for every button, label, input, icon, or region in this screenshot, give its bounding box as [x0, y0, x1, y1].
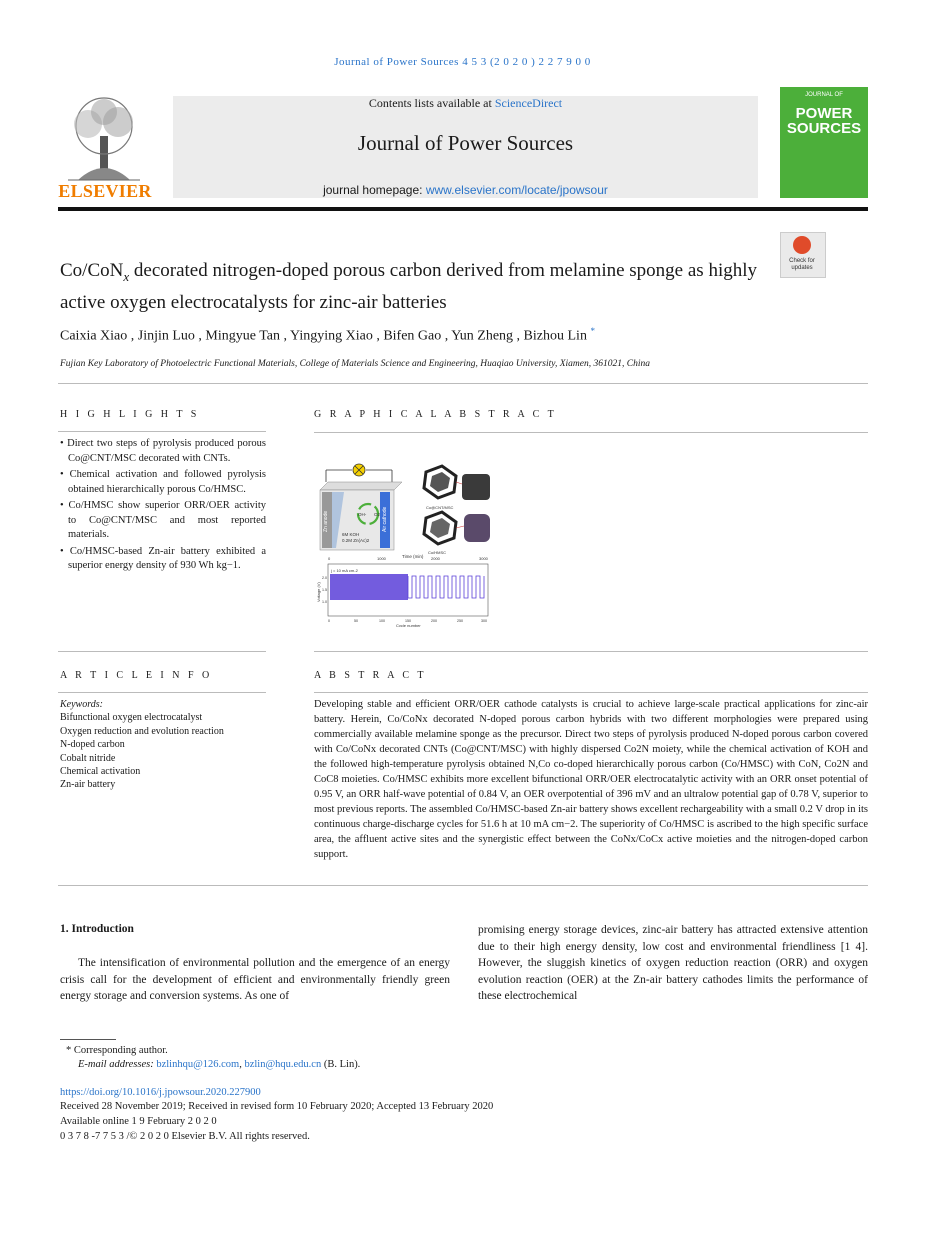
- check-updates-label: [780, 258, 824, 272]
- title-subscript: x: [123, 268, 130, 284]
- email-link[interactable]: bzlin@hqu.edu.cn: [244, 1059, 322, 1070]
- cycle-tick: 200: [431, 619, 437, 623]
- abstract-heading: A B S T R A C T: [314, 670, 427, 681]
- keyword-item: Bifunctional oxygen electrocatalyst: [60, 712, 203, 724]
- cycle-tick: 100: [379, 619, 385, 623]
- footnote-rule: [60, 1039, 116, 1040]
- cycle-tick: 0: [328, 619, 330, 623]
- highlight-item: • Co/HMSC show superior ORR/OER activity to Co@CNT/MSC and most reported materials.: [60, 500, 266, 540]
- cycle-tick: 150: [405, 619, 411, 623]
- highlight-item: • Co/HMSC-based Zn-air battery exhibited a superior energy density of 930 Wh kg−1.: [60, 545, 266, 571]
- publisher-logo-text: ELSEVIER: [58, 181, 152, 201]
- copyright: 0 3 7 8 -7 7 5 3 /© 2 0 2 0 Elsevier B.V. All rights reserved.: [60, 1131, 310, 1142]
- keyword-item: Cobalt nitride: [60, 752, 116, 764]
- email-suffix: (B. Lin).: [321, 1059, 361, 1070]
- homepage-link[interactable]: www.elsevier.com/locate/jpowsour: [425, 183, 608, 197]
- co-cnt-label: Co@CNT/MSC: [426, 505, 454, 510]
- abstract-rule: [314, 692, 868, 693]
- graphical-abstract-rule: [314, 432, 868, 433]
- highlights-heading: H I G H L I G H T S: [60, 409, 200, 420]
- voltage-tick: 1.0: [322, 600, 327, 604]
- affiliation: Fujian Key Laboratory of Photoelectric Functional Materials, College of Materials Science and Engineering, Huaqiao University, Xiamen, 361021, China: [60, 359, 650, 369]
- paper-title: [60, 258, 780, 316]
- cycle-tick: 300: [481, 619, 487, 623]
- article-info-heading: A R T I C L E I N F O: [60, 670, 213, 681]
- cover-title-line2: SOURCES: [786, 120, 862, 137]
- homepage-prefix: journal homepage:: [323, 183, 426, 197]
- footnote-corresponding: * Corresponding author.: [66, 1045, 168, 1056]
- voltage-axis-label: Voltage (V): [316, 582, 321, 602]
- keywords-label: Keywords:: [60, 699, 103, 710]
- available-online: Available online 1 9 February 2 0 2 0: [60, 1116, 217, 1127]
- divider-bottom: [58, 885, 868, 886]
- time-tick: 2000: [431, 556, 440, 561]
- contents-prefix: Contents lists available at: [368, 96, 495, 110]
- keyword-item: Oxygen reduction and evolution reaction: [60, 725, 224, 737]
- time-tick: 0: [328, 556, 331, 561]
- received-dates: Received 28 November 2019; Received in revised form 10 February 2020; Accepted 13 February 2020: [60, 1101, 494, 1112]
- voltage-tick: 1.5: [322, 588, 327, 592]
- oh-label: OH-: [358, 512, 367, 517]
- voltage-tick: 2.0: [322, 576, 327, 580]
- time-axis-label: Time (min): [402, 554, 424, 559]
- co-cnt-structure: [424, 466, 456, 498]
- intro-right-column: promising energy storage devices, zinc-air battery has attracted extensive attention due to their high energy density, low cost and environmental friendliness [1 4]. However, the sluggish kinetics of oxygen reduction reaction (ORR) and oxygen evolution reaction (OER) at the Zn-air battery cathodes limits the performance of these electrochemical: [478, 924, 868, 1002]
- doi-link[interactable]: https://doi.org/10.1016/j.jpowsour.2020.227900: [60, 1087, 261, 1098]
- time-tick: 1000: [377, 556, 386, 561]
- abstract-rule-top: [314, 651, 868, 652]
- homepage-line: [173, 183, 758, 197]
- authors-text: Caixia Xiao , Jinjin Luo , Mingyue Tan , Yingying Xiao , Bifen Gao , Yun Zheng , Bizhou Lin: [60, 328, 587, 344]
- email-label: E-mail addresses:: [78, 1059, 157, 1070]
- cycle-tick: 50: [354, 619, 358, 623]
- highlights-rule: [58, 431, 266, 432]
- journal-title: Journal of Power Sources: [357, 131, 574, 155]
- author-list: [60, 326, 860, 345]
- check-updates-line1: Check for: [789, 258, 815, 264]
- graphical-abstract-figure: [314, 462, 494, 627]
- divider-top: [58, 383, 868, 384]
- o2-label: O2: [374, 512, 381, 517]
- sparse-cycling-trace: [408, 576, 484, 598]
- check-updates-icon: [793, 236, 811, 254]
- electrolyte-label: 6M KOH: [342, 532, 360, 537]
- cover-title: [782, 106, 866, 136]
- footnote-emails: [78, 1058, 858, 1073]
- electrolyte-label: 0.2M Zn(Ac)2: [342, 538, 370, 543]
- email-link[interactable]: bzlinhqu@126.com: [156, 1059, 240, 1070]
- keyword-item: Zn-air battery: [60, 779, 116, 791]
- highlight-item: • Chemical activation and followed pyrolysis obtained hierarchically porous Co/HMSC.: [60, 469, 266, 495]
- current-density-label: j = 10 mA cm-2: [331, 568, 358, 573]
- zn-anode-label: Zn anode: [323, 510, 329, 532]
- contents-line: [173, 96, 758, 111]
- keyword-item: Chemical activation: [60, 766, 141, 778]
- sciencedirect-link[interactable]: ScienceDirect: [494, 96, 563, 110]
- co-hmsc-structure: [424, 512, 456, 544]
- highlight-item: • Direct two steps of pyrolysis produced porous Co@CNT/MSC decorated with CNTs.: [60, 438, 266, 464]
- co-hmsc-label: Co/HMSC: [428, 550, 447, 555]
- abstract-text: Developing stable and efficient ORR/OER cathode catalysts is crucial to achieve large-scale practical applications for zinc-air battery. Herein, Co/CoNx decorated N-doped porous carbon hybrids with two different morphologies were prepared using commercially available melamine sponge as the precursor. Direct two steps of pyrolysis produced N-doped porous carbon covered with Co/CoNx decorated CNTs (Co@CNT/MSC) with highly dispersed Co2N moiety, while the chemical activation of KOH and the followed high-temperature pyrolysis obtained N,Co co-doped hierarchically porous carbon (Co/HMSC) with CoN, Co2N and CoC8 moieties. Co/HMSC exhibits more excellent bifunctional ORR/OER electrocatalytic activity with an ORR onset potential of 0.95 V, an ORR half-wave potential of 0.84 V, an OER overpotential of 396 mV and an ultralow potential gap of 0.78 V, superior to most previous reports. The assembled Co/HMSC-based Zn-air battery shows excellent rechargeability with a small 0.2 V drop in its continuous charge-discharge cycles for 51.6 h at 10 mA cm−2. The superiority of Co/HMSC is ascribed to the high specific surface area, the affluent active sites and the synergistic effect between the CoNx/CoCx active moieties and the nitrogen-doped carbon support.: [314, 699, 868, 860]
- check-updates-line2: updates: [791, 265, 813, 271]
- cover-title-line1: POWER: [795, 105, 853, 122]
- cover-small-text: JOURNAL OF: [805, 92, 843, 98]
- sem-image-top: [462, 474, 490, 500]
- keyword-item: N-doped carbon: [60, 739, 125, 751]
- article-info-rule: [58, 692, 266, 693]
- title-part1: Co/CoN: [60, 260, 124, 281]
- journal-cover: [780, 87, 868, 198]
- journal-reference[interactable]: Journal of Power Sources 4 5 3 (2 0 2 0 ) 2 2 7 9 0 0: [334, 56, 591, 68]
- header-rule: [58, 207, 868, 211]
- article-info-rule-top: [58, 651, 266, 652]
- time-tick: 3000: [479, 556, 488, 561]
- air-cathode-label: Air cathode: [382, 506, 388, 532]
- keywords-block: [60, 698, 266, 792]
- sem-image-bottom: [464, 514, 490, 542]
- highlights-list: [60, 437, 266, 576]
- corresponding-mark[interactable]: *: [590, 326, 595, 336]
- cycle-tick: 250: [457, 619, 463, 623]
- dense-cycling-region: [330, 574, 408, 600]
- title-part2: decorated nitrogen-doped porous carbon derived from melamine sponge as highly active oxygen electrocatalysts for zinc-air batteries: [60, 260, 758, 313]
- intro-heading: 1. Introduction: [60, 923, 134, 935]
- graphical-abstract-heading: G R A P H I C A L A B S T R A C T: [314, 409, 557, 420]
- cycle-axis-label: Cycle number: [396, 623, 421, 627]
- intro-left-column: The intensification of environmental pollution and the emergence of an energy crisis call for the development of efficient and environmentally friendly green energy storage and conversion systems. As one of: [60, 957, 450, 1002]
- email-separator: ,: [239, 1059, 245, 1070]
